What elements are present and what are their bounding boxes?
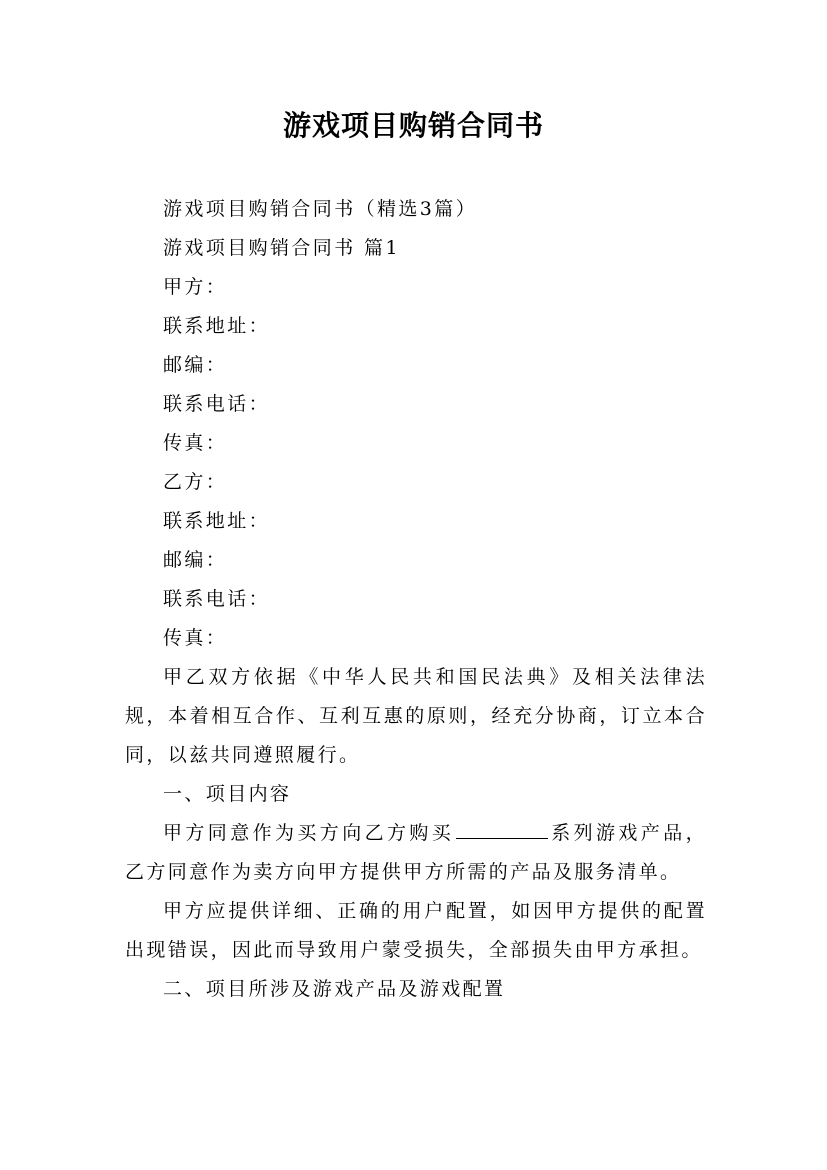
party-a-address-label: 联系地址： (163, 315, 271, 337)
party-b-phone-label: 联系电话： (163, 588, 271, 610)
party-a-phone-label: 联系电话： (163, 393, 271, 415)
section-label: 游戏项目购销合同书 篇1 (163, 237, 400, 259)
clause-1a-after: 系列游戏产品，乙方同意作为卖方向甲方提供甲方所需的产品及服务清单。 (125, 822, 707, 883)
party-a-postcode-label: 邮编： (163, 354, 228, 376)
party-b-fax-label: 传真： (163, 627, 228, 649)
party-b-postcode-label: 邮编： (163, 549, 228, 571)
document-body (125, 190, 707, 1009)
subtitle-line: 游戏项目购销合同书（精选3篇） (163, 198, 478, 220)
intro-paragraph: 甲乙双方依据《中华人民共和国民法典》及相关法律法规，本着相互合作、互利互惠的原则，经充分协商，订立本合同，以兹共同遵照履行。 (125, 666, 707, 766)
fill-in-blank (456, 837, 548, 839)
clause-1b-paragraph: 甲方应提供详细、正确的用户配置，如因甲方提供的配置出现错误，因此而导致用户蒙受损失，全部损失由甲方承担。 (125, 900, 707, 961)
clause-1a-paragraph (125, 814, 707, 892)
party-a-fax-label: 传真： (163, 432, 228, 454)
clause-1a-before: 甲方同意作为买方向乙方购买 (163, 822, 455, 844)
party-b-label: 乙方： (163, 471, 228, 493)
party-a-label: 甲方： (163, 276, 228, 298)
section-heading-1: 一、项目内容 (163, 783, 292, 805)
party-b-address-label: 联系地址： (163, 510, 271, 532)
document-title: 游戏项目购销合同书 (282, 109, 544, 142)
section-heading-2: 二、项目所涉及游戏产品及游戏配置 (163, 978, 506, 1000)
